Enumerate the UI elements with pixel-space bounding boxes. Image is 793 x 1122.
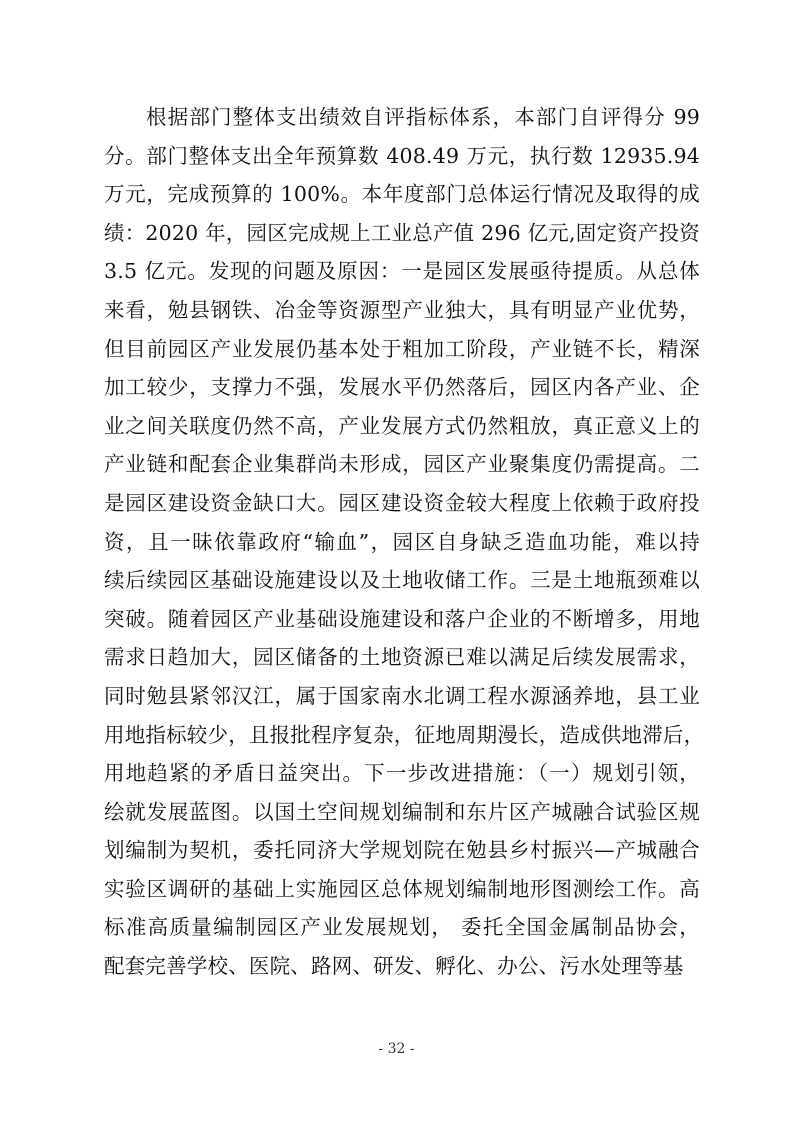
text-line: 标准高质量编制园区产业发展规划， 委托全国金属制品协会，	[104, 915, 700, 940]
text-line: 产业链和配套企业集群尚未形成，园区产业聚集度仍需提高。二	[104, 452, 700, 477]
text-line: 划编制为契机，委托同济大学规划院在勉县乡村振兴—产城融合	[104, 838, 700, 863]
text-line: 业之间关联度仍然不高，产业发展方式仍然粗放，真正意义上的	[104, 413, 700, 438]
text-line: 根据部门整体支出绩效自评指标体系，本部门自评得分 99	[146, 105, 700, 129]
text-line: 但目前园区产业发展仍基本处于粗加工阶段，产业链不长，精深	[104, 336, 700, 361]
text-line: 3.5 亿元。发现的问题及原因：一是园区发展亟待提质。从总体	[104, 259, 700, 284]
text-line: 续后续园区基础设施建设以及土地收储工作。三是土地瓶颈难以	[104, 568, 700, 593]
text-line: 配套完善学校、医院、路网、研发、孵化、办公、污水处理等基	[104, 954, 684, 979]
text-line: 资，且一昧依靠政府“输血”，园区自身缺乏造血功能，难以持	[104, 529, 700, 554]
text-line: 需求日趋加大，园区储备的土地资源已难以满足后续发展需求，	[104, 645, 700, 670]
text-line: 用地指标较少，且报批程序复杂，征地周期漫长，造成供地滞后，	[104, 722, 705, 747]
text-line: 分。部门整体支出全年预算数 408.49 万元，执行数 12935.94	[104, 143, 700, 168]
text-line: 绩：2020 年，园区完成规上工业总产值 296 亿元,固定资产投资	[104, 220, 700, 245]
body-paragraph	[104, 98, 705, 986]
text-line: 加工较少，支撑力不强，发展水平仍然落后，园区内各产业、企	[104, 375, 700, 400]
page-number: - 32 -	[378, 1041, 415, 1057]
text-line: 同时勉县紧邻汉江，属于国家南水北调工程水源涵养地，县工业	[104, 683, 700, 708]
text-line: 突破。随着园区产业基础设施建设和落户企业的不断增多，用地	[104, 606, 700, 631]
text-line: 用地趋紧的矛盾日益突出。下一步改进措施：（一）规划引领，	[104, 761, 700, 786]
text-line: 绘就发展蓝图。以国土空间规划编制和东片区产城融合试验区规	[104, 799, 700, 824]
text-line: 实验区调研的基础上实施园区总体规划编制地形图测绘工作。高	[104, 876, 700, 901]
text-line: 来看，勉县钢铁、冶金等资源型产业独大，具有明显产业优势，	[104, 297, 700, 322]
text-line: 是园区建设资金缺口大。园区建设资金较大程度上依赖于政府投	[104, 490, 700, 515]
text-line: 万元，完成预算的 100%。本年度部门总体运行情况及取得的成	[104, 182, 700, 207]
